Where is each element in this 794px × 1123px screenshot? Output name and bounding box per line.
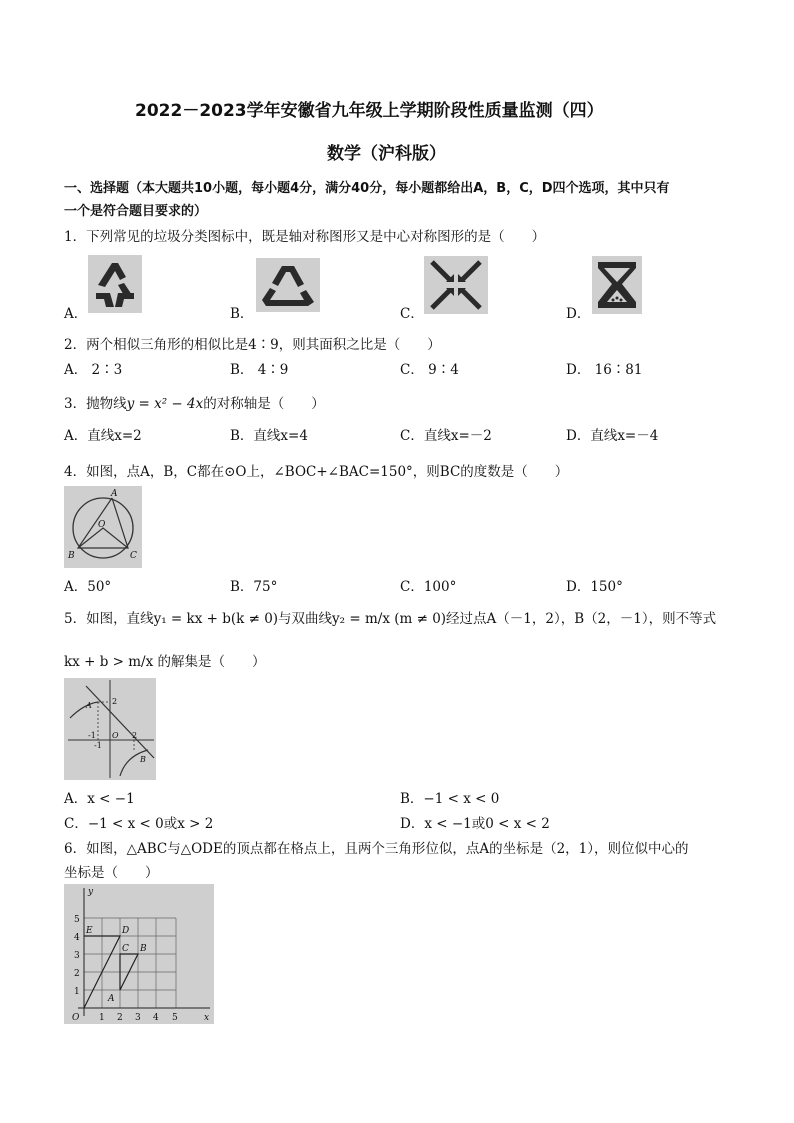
question-6-stem-1: 6．如图，△ABC与△ODE的顶点都在格点上，且两个三角形位似，点A的坐标是（2，1），则位似中心的	[64, 841, 689, 857]
q6-grid-figure	[64, 884, 214, 1024]
q4-label-c: C	[130, 551, 137, 561]
q6-xtick-4: 4	[153, 1013, 159, 1023]
q6-ytick-4: 4	[74, 933, 80, 943]
recycle-icon-c	[424, 256, 488, 314]
q6-xtick-1: 1	[99, 1013, 105, 1023]
recycle-icon-b	[256, 258, 320, 312]
question-3-stem	[64, 392, 325, 412]
question-2-stem: 2．两个相似三角形的相似比是4∶9，则其面积之比是（ ）	[64, 337, 441, 353]
section-heading-line2: 一个是符合题目要求的）	[64, 204, 208, 219]
q4-option-c: C．100°	[400, 579, 457, 595]
q6-xtick-2: 2	[117, 1013, 123, 1023]
q1-option-a-label: A．	[64, 306, 88, 322]
q5-option-b: B．−1 < x < 0	[400, 791, 500, 807]
q6-label-e: E	[86, 926, 93, 936]
q6-label-c: C	[122, 944, 129, 954]
q6-label-d: D	[122, 926, 130, 936]
question-4-stem: 4．如图，点A，B，C都在⊙O上，∠BOC+∠BAC=150°，则BC的度数是（ ）	[64, 464, 569, 480]
q5-option-c: C．−1 < x < 0或x > 2	[64, 816, 214, 832]
q6-ytick-1: 1	[74, 987, 80, 997]
q4-option-b: B．75°	[230, 579, 278, 595]
q1-option-d-label: D．	[566, 306, 591, 322]
q6-origin-label: O	[72, 1013, 80, 1023]
q5-label-a: A	[86, 701, 92, 710]
q5-tick-2-y: 2	[112, 697, 118, 706]
section-heading-line1: 一、选择题（本大题共10小题，每小题4分，满分40分，每小题都给出A，B，C，D四个选项，其中只有	[64, 181, 670, 196]
q3-option-c: C．直线x=－2	[400, 428, 492, 444]
q5-graph-figure	[64, 678, 156, 780]
q5-label-o: O	[112, 731, 119, 740]
q4-label-b: B	[68, 551, 75, 561]
question-5-stem-2: kx + b > m/x 的解集是（ ）	[64, 654, 266, 670]
page-title: 2022－2023学年安徽省九年级上学期阶段性质量监测（四）	[135, 101, 604, 121]
q6-xtick-5: 5	[172, 1013, 178, 1023]
q2-option-d: D． 16∶81	[566, 362, 643, 378]
q2-option-b: B． 4∶9	[230, 362, 289, 378]
q6-ytick-3: 3	[74, 951, 80, 961]
q3-equation: y = x² − 4x	[126, 396, 204, 412]
question-5-stem: 5．如图，直线y₁ = kx + b(k ≠ 0)与双曲线y₂ = m/x (m ≠ 0)经过点A（－1，2），B（2，－1），则不等式	[64, 611, 717, 627]
q4-option-d: D．150°	[566, 579, 623, 595]
q6-axis-x-label: x	[204, 1013, 210, 1023]
page-subtitle: 数学（沪科版）	[327, 144, 446, 164]
q5-tick-2-x: 2	[132, 731, 138, 740]
q4-label-a: A	[111, 489, 118, 499]
q3-option-a: A．直线x=2	[64, 428, 142, 444]
q6-axis-y-label: y	[88, 887, 94, 897]
q6-label-a: A	[108, 994, 115, 1004]
q2-option-a: A． 2∶3	[64, 362, 123, 378]
q6-ytick-5: 5	[74, 915, 80, 925]
q3-stem-post: 的对称轴是（ ）	[203, 396, 325, 412]
q6-ytick-2: 2	[74, 969, 80, 979]
question-1-stem: 1．下列常见的垃圾分类图标中，既是轴对称图形又是中心对称图形的是（ ）	[64, 229, 546, 245]
q3-stem-pre: 3．抛物线	[64, 396, 127, 412]
question-6-stem-2: 坐标是（ ）	[64, 865, 159, 881]
q5-label-b: B	[140, 755, 146, 764]
q3-option-b: B．直线x=4	[230, 428, 308, 444]
q5-option-d: D．x < −1或0 < x < 2	[400, 816, 550, 832]
q4-label-o: O	[98, 520, 106, 530]
q1-option-b-label: B．	[230, 306, 254, 322]
q3-option-d: D．直线x=－4	[566, 428, 659, 444]
q5-option-a: A．x < −1	[64, 791, 135, 807]
q5-tick-neg1-x: -1	[88, 731, 96, 740]
q4-circle-figure	[64, 486, 142, 568]
recycle-icon-d	[592, 256, 642, 314]
q1-option-c-label: C．	[400, 306, 424, 322]
q5-tick-neg1-y: -1	[94, 741, 102, 750]
q6-xtick-3: 3	[135, 1013, 141, 1023]
q6-label-b: B	[140, 944, 147, 954]
q2-option-c: C． 9∶4	[400, 362, 459, 378]
q4-option-a: A．50°	[64, 579, 112, 595]
recycle-icon-a	[88, 255, 142, 313]
